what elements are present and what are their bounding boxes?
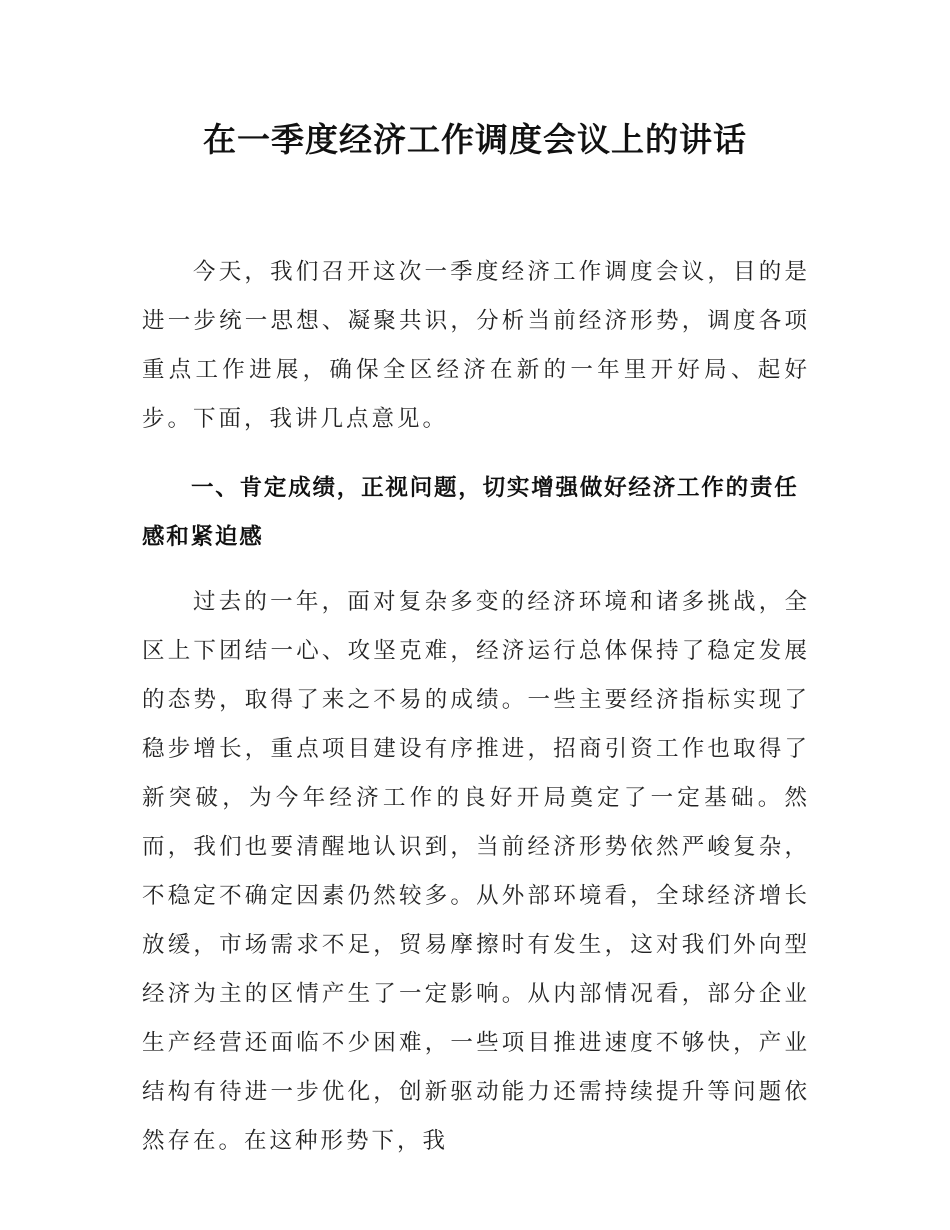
intro-paragraph: 今天，我们召开这次一季度经济工作调度会议，目的是进一步统一思想、凝聚共识，分析当前经济形势，调度各项重点工作进展，确保全区经济在新的一年里开好局、起好步。下面，我讲几点意见。 bbox=[142, 259, 810, 432]
document-title: 在一季度经济工作调度会议上的讲话 bbox=[203, 120, 747, 159]
section-paragraph: 过去的一年，面对复杂多变的经济环境和诸多挑战，全区上下团结一心、攻坚克难，经济运行总体保持了稳定发展的态势，取得了来之不易的成绩。一些主要经济指标实现了稳步增长，重点项目建设有序推进，招商引资工作也取得了新突破，为今年经济工作的良好开局奠定了一定基础。然而，我们也要清醒地认识到，当前经济形势依然严峻复杂，不稳定不确定因素仍然较多。从外部环境看，全球经济增长放缓，市场需求不足，贸易摩擦时有发生，这对我们外向型经济为主的区情产生了一定影响。从内部情况看，部分企业生产经营还面临不少困难，一些项目推进速度不够快，产业结构有待进一步优化，创新驱动能力还需持续提升等问题依然存在。在这种形势下，我 bbox=[142, 589, 810, 1154]
section-heading: 一、肯定成绩，正视问题，切实增强做好经济工作的责任感和紧迫感 bbox=[142, 475, 799, 550]
